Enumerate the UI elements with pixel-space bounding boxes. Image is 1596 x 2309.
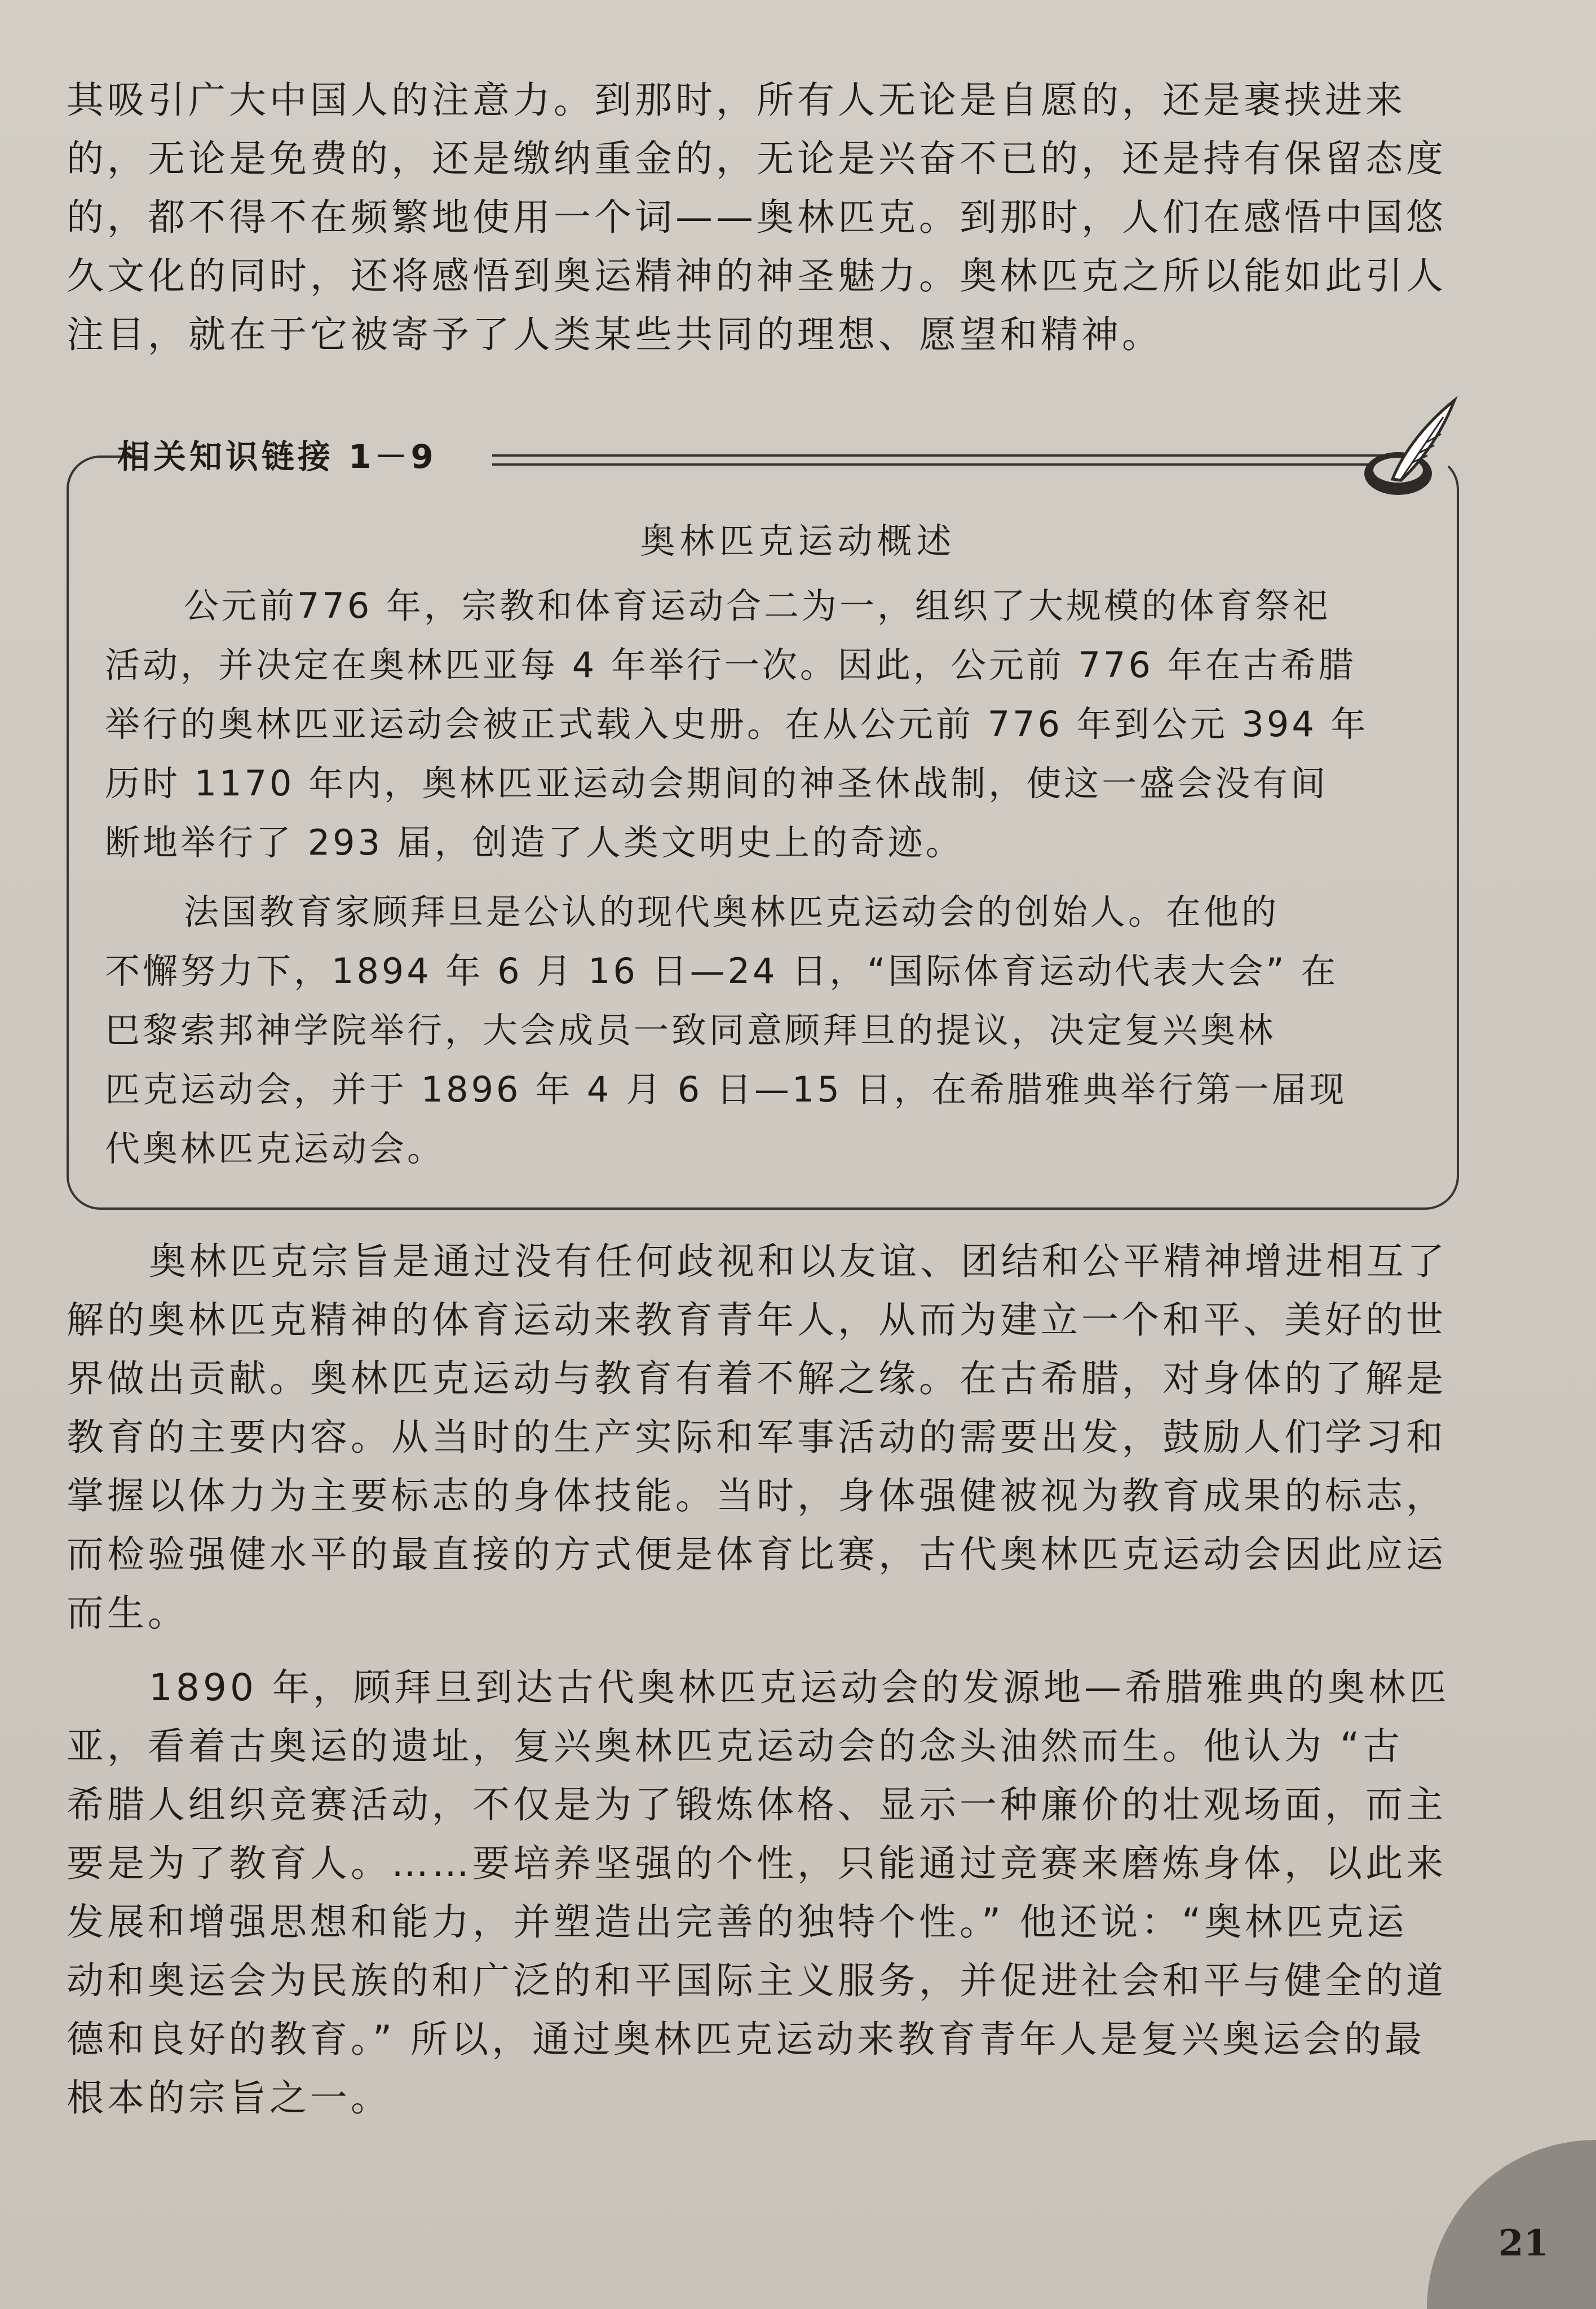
- knowledge-link-heading: [67, 434, 1453, 479]
- text-line: 希腊人组织竞赛活动，不仅是为了锻炼体格、显示一种廉价的壮观场面，而主: [67, 1783, 1447, 1826]
- text-line: 亚，看着古奥运的遗址，复兴奥林匹克运动会的念头油然而生。他认为 “古: [67, 1724, 1404, 1768]
- text-line: 其吸引广大中国人的注意力。到那时，所有人无论是自愿的，还是裹挟进来: [67, 78, 1406, 122]
- text-line: 举行的奥林匹亚运动会被正式载入史册。在从公元前 776 年到公元 394 年: [105, 704, 1369, 745]
- text-line: 教育的主要内容。从当时的生产实际和军事活动的需要出发，鼓励人们学习和: [67, 1416, 1447, 1459]
- quill-icon: [1359, 395, 1460, 502]
- page-number: 21: [1498, 2222, 1549, 2264]
- text-line: 发展和增强思想和能力，并塑造出完善的独特个性。” 他还说：“奥林匹克运: [67, 1900, 1408, 1944]
- text-line: 1890 年，顾拜旦到达古代奥林匹克运动会的发源地—希腊雅典的奥林匹: [149, 1666, 1449, 1709]
- text-line: 不懈努力下，1894 年 6 月 16 日—24 日，“国际体育运动代表大会” 在: [105, 950, 1339, 992]
- text-line: 公元前776 年，宗教和体育运动合二为一，组织了大规模的体育祭祀: [184, 585, 1331, 626]
- text-line: 代奥林匹克运动会。: [105, 1128, 445, 1169]
- text-line: 掌握以体力为主要标志的身体技能。当时，身体强健被视为教育成果的标志，: [67, 1474, 1447, 1518]
- text-line: 巴黎索邦神学院举行，大会成员一致同意顾拜旦的提议，决定复兴奥林: [105, 1010, 1276, 1051]
- text-line: 根本的宗旨之一。: [67, 2076, 391, 2120]
- text-line: 动和奥运会为民族的和广泛的和平国际主义服务，并促进社会和平与健全的道: [67, 1959, 1447, 2002]
- text-line: 德和良好的教育。” 所以，通过奥林匹克运动来教育青年人是复兴奥运会的最: [67, 2018, 1426, 2061]
- text-line: 要是为了教育人。……要培养坚强的个性，只能通过竞赛来磨炼身体，以此来: [67, 1842, 1447, 1885]
- text-line: 的，无论是免费的，还是缴纳重金的，无论是兴奋不已的，还是持有保留态度: [67, 137, 1447, 180]
- top-paragraph: [67, 71, 1451, 364]
- text-line: 的，都不得不在频繁地使用一个词——奥林匹克。到那时，人们在感悟中国悠: [67, 196, 1447, 239]
- text-line: 匹克运动会，并于 1896 年 4 月 6 日—15 日，在希腊雅典举行第一届现: [105, 1069, 1347, 1110]
- text-line: 活动，并决定在奥林匹亚每 4 年举行一次。因此，公元前 776 年在古希腊: [105, 644, 1356, 685]
- knowledge-paragraph-1: [105, 576, 1410, 872]
- knowledge-paragraph-2: [105, 882, 1410, 1178]
- text-line: 而生。: [67, 1591, 188, 1635]
- text-line: 解的奥林匹克精神的体育运动来教育青年人，从而为建立一个和平、美好的世: [67, 1298, 1447, 1342]
- text-line: 历时 1170 年内，奥林匹亚运动会期间的神圣休战制，使这一盛会没有间: [105, 763, 1329, 804]
- text-line: 法国教育家顾拜旦是公认的现代奥林匹克运动会的创始人。在他的: [184, 891, 1280, 932]
- text-line: 奥林匹克宗旨是通过没有任何歧视和以友谊、团结和公平精神增进相互了: [149, 1240, 1448, 1283]
- knowledge-box-title: 奥林匹克运动概述: [640, 520, 956, 561]
- paragraph-olympic-aim: [67, 1232, 1451, 1643]
- text-line: 注目，就在于它被寄予了人类某些共同的理想、愿望和精神。: [67, 313, 1162, 356]
- text-line: 而检验强健水平的最直接的方式便是体育比赛，古代奥林匹克运动会因此应运: [67, 1533, 1447, 1576]
- text-line: 断地举行了 293 届，创造了人类文明史上的奇迹。: [105, 822, 963, 863]
- heading-rule: [492, 454, 1417, 466]
- text-line: 界做出贡献。奥林匹克运动与教育有着不解之缘。在古希腊，对身体的了解是: [67, 1357, 1447, 1400]
- knowledge-link-label: 相关知识链接 1－9: [117, 437, 437, 476]
- paragraph-coubertin: [67, 1658, 1451, 2127]
- text-line: 久文化的同时，还将感悟到奥运精神的神圣魅力。奥林匹克之所以能如此引人: [67, 254, 1447, 298]
